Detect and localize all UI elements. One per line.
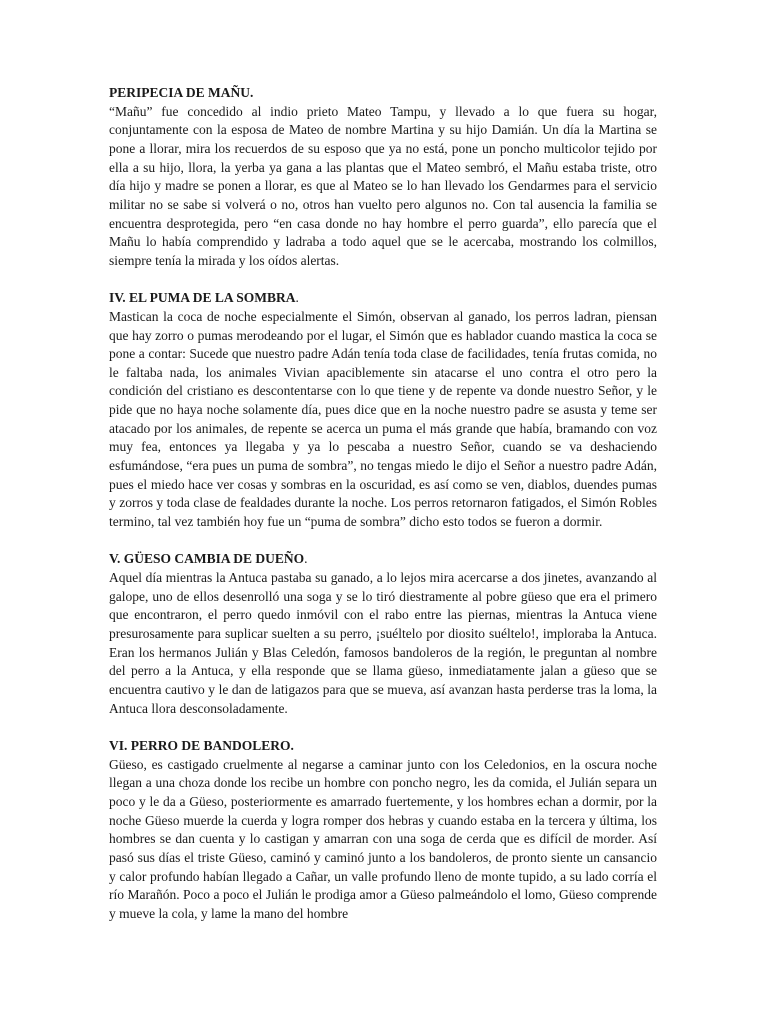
- section-peripecia-de-manu: [109, 84, 657, 271]
- section-paragraph: Aquel día mientras la Antuca pastaba su ganado, a lo lejos mira acercarse a dos jinetes, avanzando al galope, uno de ellos desenrolló una soga y se lo tiró diestramente al pobre güeso que era el primero que encontraron, el perro quedo inmóvil con el rabo entre las piernas, mientras la Antuca viene presurosamente para suplicar suelten a su perro, ¡suéltelo por diosito suéltelo!, imploraba la Antuca. Eran los hermanos Julián y Blas Celedón, famosos bandoleros de la región, le preguntan al nombre del perro a la Antuca, y ella responde que se llama güeso, inmediatamente jalan a güeso que se encuentra cautivo y le dan de latigazos para que se mueva, así avanzan hasta perderse tras la loma, la Antuca llora desconsoladamente.: [109, 570, 657, 716]
- section-paragraph: Mastican la coca de noche especialmente el Simón, observan al ganado, los perros ladran, piensan que hay zorro o pumas merodeando por el lugar, el Simón que es hablador cuando mastica la coca se pone a contar: Sucede que nuestro padre Adán tenía toda clase de facilidades, tenía frutas comida, no le faltaba nada, los animales Vivian apaciblemente sin atacarse el uno contra el otro pero la condición del cristiano es descontentarse con lo que tiene y de repente va donde nuestro Señor, y le pide que no haya noche solamente día, pues dice que en la noche nuestro padre se asusta y teme ser atacado por los animales, de repente se acerca un puma el más grande que había, bramando con voz muy fea, entonces ya llegaba y ya lo pescaba a nuestro Señor, cuando se va deshaciendo esfumándose, “era pues un puma de sombra”, no tengas miedo le dijo el Señor a nuestro padre Adán, pues el miedo hace ver cosas y sombras en la oscuridad, es así como se ven, diablos, duendes pumas y zorros y toda clase de fealdades durante la noche. Los perros retornaron fatigados, el Simón Robles termino, tal vez también hoy fue un “puma de sombra” dicho esto todos se fueron a dormir.: [109, 308, 657, 530]
- section-paragraph: “Mañu” fue concedido al indio prieto Mateo Tampu, y llevado a lo que fuera su hogar, conjuntamente con la esposa de Mateo de nombre Martina y su hijo Damián. Un día la Martina se pone a llorar, mira los recuerdos de su esposo que ya no está, pone un poncho multicolor tejido por ella a su hijo, llora, la yerba ya gana a las plantas que el Mateo sembró, el Mañu estaba triste, otro día hijo y madre se ponen a llorar, es que al Mateo se lo han llevado los Gendarmes para el servicio militar no se sabe si volverá o no, otros han vuelto pero algunos no. Con tal ausencia la familia se encuentra desprotegida, pero “en casa donde no hay hombre el perro guarda”, ello parecía que el Mañu lo había comprendido y ladraba a todo aquel que se le acercaba, mostrando los colmillos, siempre tenía la mirada y los oídos alertas.: [109, 103, 657, 268]
- section-heading: IV. EL PUMA DE LA SOMBRA.: [109, 290, 299, 306]
- section-el-puma-de-la-sombra: [109, 289, 657, 532]
- section-heading: PERIPECIA DE MAÑU.: [109, 85, 254, 100]
- section-paragraph: Güeso, es castigado cruelmente al negarse a caminar junto con los Celedonios, en la oscura noche llegan a una choza donde los recibe un hombre con poncho negro, les da comida, el Julián separa un poco y le da a Güeso, posteriormente es amarrado fuertemente, y los hombres echan a dormir, por la noche Güeso muerde la cuerda y logra romper dos hebras y cuando estaba en la tercera y última, los hombres se dan cuenta y lo castigan y amarran con una soga de cerda que es difícil de morder. Así pasó sus días el triste Güeso, caminó y caminó junto a los bandoleros, de pronto siente un cansancio y calor profundo habían llegado a Cañar, un valle profundo lleno de monte tupido, a su lado corría el río Marañón. Poco a poco el Julián le prodiga amor a Güeso palmeándolo el lomo, Güeso comprende y mueve la cola, y lame la mano del hombre: [109, 756, 657, 921]
- section-perro-de-bandolero: [109, 737, 657, 924]
- section-gueso-cambia-de-dueno: [109, 550, 657, 718]
- document-page: [109, 84, 657, 923]
- section-heading: VI. PERRO DE BANDOLERO.: [109, 737, 294, 753]
- section-heading: V. GÜESO CAMBIA DE DUEÑO.: [109, 551, 308, 567]
